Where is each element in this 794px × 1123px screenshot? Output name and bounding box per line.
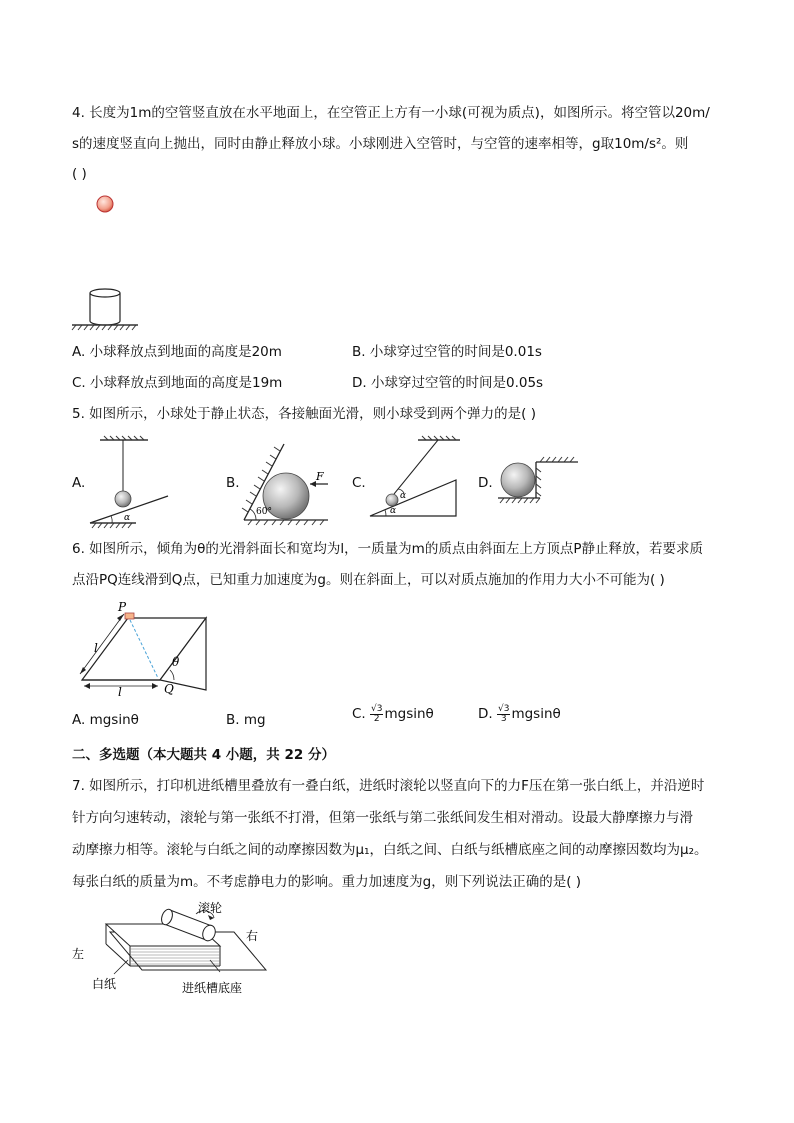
- q7-stem-line2: 针方向匀速转动，滚轮与第一张纸不打滑，但第一张纸与第二张纸间发生相对滑动。设最大静摩擦力与滑: [72, 810, 693, 826]
- q5-label-c[interactable]: C.: [352, 475, 366, 491]
- fig-b-force: F: [316, 470, 324, 483]
- section-title: 二、多选题（本大题共 4 小题，共 22 分）: [72, 747, 335, 763]
- q6-option-c[interactable]: [352, 704, 434, 724]
- q5-label-d[interactable]: D.: [478, 475, 493, 491]
- fig-q6-theta: θ: [172, 655, 180, 669]
- q6-stem-line2: 点沿PQ连线滑到Q点，已知重力加速度为g。则在斜面上，可以对质点施加的作用力大小不可能为( ): [72, 572, 665, 588]
- q7-figure: [70, 900, 280, 1000]
- q4-stem-line1: 4. 长度为1m的空管竖直放在水平地面上，在空管正上方有一小球(可视为质点)，如图所示。将空管以20m/: [72, 105, 710, 121]
- q5-figure-b: [240, 436, 332, 528]
- fig-a-alpha: α: [124, 513, 131, 523]
- q5-figure-a: [86, 436, 176, 528]
- fig-paper-label: 白纸: [92, 977, 117, 991]
- fig-q6-q: Q: [164, 682, 174, 696]
- q4-option-c[interactable]: C. 小球释放点到地面的高度是19m: [72, 375, 283, 391]
- fig-c-alpha1: α: [400, 491, 407, 501]
- q6-option-a[interactable]: A. mgsinθ: [72, 712, 139, 728]
- q4-stem-line3: ( ): [72, 166, 87, 182]
- q6-option-c-fraction: $\frac{√3}{2}$: [371, 703, 383, 724]
- q6-option-b[interactable]: B. mg: [226, 712, 266, 728]
- q6-stem-line1: 6. 如图所示，倾角为θ的光滑斜面长和宽均为l，一质量为m的质点由斜面左上方顶点P静止释放，若要求质: [72, 541, 703, 557]
- fig-q6-l2: l: [118, 685, 122, 699]
- q5-figure-d: [496, 456, 582, 508]
- q5-figure-c: [368, 436, 464, 528]
- q5-label-b[interactable]: B.: [226, 475, 240, 491]
- ground-hatch: [72, 325, 138, 330]
- fig-roller-label: 滚轮: [198, 901, 223, 915]
- q4-option-a[interactable]: A. 小球释放点到地面的高度是20m: [72, 344, 282, 360]
- fig-base-label: 进纸槽底座: [182, 981, 243, 995]
- q6-option-c-label: C.: [352, 706, 366, 722]
- q5-label-a[interactable]: A.: [72, 475, 86, 491]
- small-ball: [97, 196, 113, 212]
- fig-left-label: 左: [72, 947, 85, 961]
- fig-q6-l1: l: [94, 641, 98, 655]
- q4-stem-line2: s的速度竖直向上抛出，同时由静止释放小球。小球刚进入空管时，与空管的速率相等，g取10m/s²。则: [72, 136, 689, 152]
- fig-q6-p: P: [118, 600, 127, 614]
- fig-c-alpha2: α: [390, 506, 397, 516]
- q6-option-d-label: D.: [478, 706, 493, 722]
- q6-option-d-rest: mgsinθ: [511, 706, 561, 722]
- q7-stem-line3: 动摩擦力相等。滚轮与白纸之间的动摩擦因数为μ₁，白纸之间、白纸与纸槽底座之间的动摩擦因数均为μ₂。: [72, 842, 708, 858]
- q7-stem-line4: 每张白纸的质量为m。不考虑静电力的影响。重力加速度为g，则下列说法正确的是( ): [72, 874, 582, 890]
- q6-option-c-rest: mgsinθ: [384, 706, 434, 722]
- q4-figure: [68, 190, 148, 330]
- q5-stem: 5. 如图所示，小球处于静止状态，各接触面光滑，则小球受到两个弹力的是( ): [72, 406, 536, 422]
- q6-figure: [70, 598, 220, 698]
- empty-tube: [90, 289, 120, 325]
- fig-b-angle: 60°: [256, 507, 272, 517]
- q7-stem-line1: 7. 如图所示，打印机进纸槽里叠放有一叠白纸，进纸时滚轮以竖直向下的力F压在第一张白纸上，并沿逆时: [72, 778, 705, 794]
- fig-right-label: 右: [246, 929, 259, 943]
- q6-option-d[interactable]: [478, 704, 561, 724]
- q4-option-b[interactable]: B. 小球穿过空管的时间是0.01s: [352, 344, 542, 360]
- q6-option-d-fraction: $\frac{√3}{3}$: [497, 703, 510, 724]
- q4-option-d[interactable]: D. 小球穿过空管的时间是0.05s: [352, 375, 544, 391]
